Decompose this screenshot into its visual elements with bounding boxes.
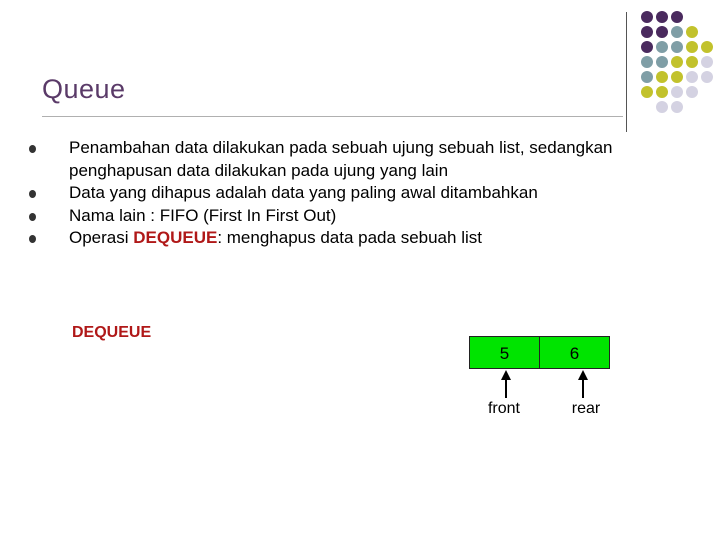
bullet-icon bbox=[29, 145, 36, 153]
deco-dot bbox=[701, 71, 713, 83]
queue-cell: 6 bbox=[539, 336, 610, 369]
front-pointer-label: front bbox=[487, 400, 520, 417]
deco-dot bbox=[671, 71, 683, 83]
rear-pointer-label: rear bbox=[571, 400, 601, 417]
bullet-text: Data yang dihapus adalah data yang paling awal ditambahkan bbox=[69, 183, 538, 202]
deco-dot bbox=[686, 56, 698, 68]
front-arrow bbox=[501, 370, 511, 398]
queue-cell: 5 bbox=[469, 336, 540, 369]
deco-dot bbox=[686, 26, 698, 38]
deco-dot bbox=[671, 11, 683, 23]
deco-dot bbox=[656, 11, 668, 23]
deco-dot bbox=[686, 41, 698, 53]
deco-dot bbox=[641, 41, 653, 53]
deco-dot bbox=[656, 41, 668, 53]
deco-dot bbox=[686, 86, 698, 98]
deco-dot bbox=[671, 101, 683, 113]
deco-dot bbox=[641, 56, 653, 68]
deco-dot bbox=[686, 71, 698, 83]
bullet-item bbox=[26, 205, 706, 228]
deco-dot bbox=[701, 41, 713, 53]
vertical-divider bbox=[626, 12, 627, 132]
deco-dot bbox=[671, 26, 683, 38]
bullet-text: Operasi bbox=[69, 228, 134, 247]
bullet-icon bbox=[29, 235, 36, 243]
deco-dot bbox=[641, 71, 653, 83]
deco-dot bbox=[671, 41, 683, 53]
bullet-icon bbox=[29, 190, 36, 198]
deco-dot bbox=[656, 86, 668, 98]
slide-title: Queue bbox=[42, 74, 126, 104]
rear-arrow bbox=[578, 370, 588, 398]
deco-dot bbox=[701, 56, 713, 68]
deco-dot bbox=[671, 86, 683, 98]
deco-dot bbox=[641, 86, 653, 98]
deco-dot bbox=[671, 56, 683, 68]
bullet-list bbox=[26, 137, 706, 250]
bullet-text-tail: : menghapus data pada sebuah list bbox=[217, 228, 482, 247]
deco-dot bbox=[656, 71, 668, 83]
bullet-item bbox=[26, 137, 706, 182]
bullet-icon bbox=[29, 213, 36, 221]
deco-dot bbox=[656, 101, 668, 113]
deco-dot bbox=[641, 26, 653, 38]
bullet-text: Nama lain : FIFO (First In First Out) bbox=[69, 205, 337, 225]
bullet-text: Penambahan data dilakukan pada sebuah ujung sebuah list, sedangkan penghapusan data dilakukan pada ujung yang lain bbox=[69, 138, 613, 180]
deco-dot bbox=[656, 26, 668, 38]
bullet-accent-text: DEQUEUE bbox=[133, 228, 218, 247]
bullet-item bbox=[26, 182, 706, 205]
deco-dot bbox=[656, 56, 668, 68]
title-underline bbox=[42, 116, 623, 117]
operation-label: DEQUEUE bbox=[72, 324, 152, 341]
bullet-item bbox=[26, 227, 706, 250]
deco-dot bbox=[641, 11, 653, 23]
